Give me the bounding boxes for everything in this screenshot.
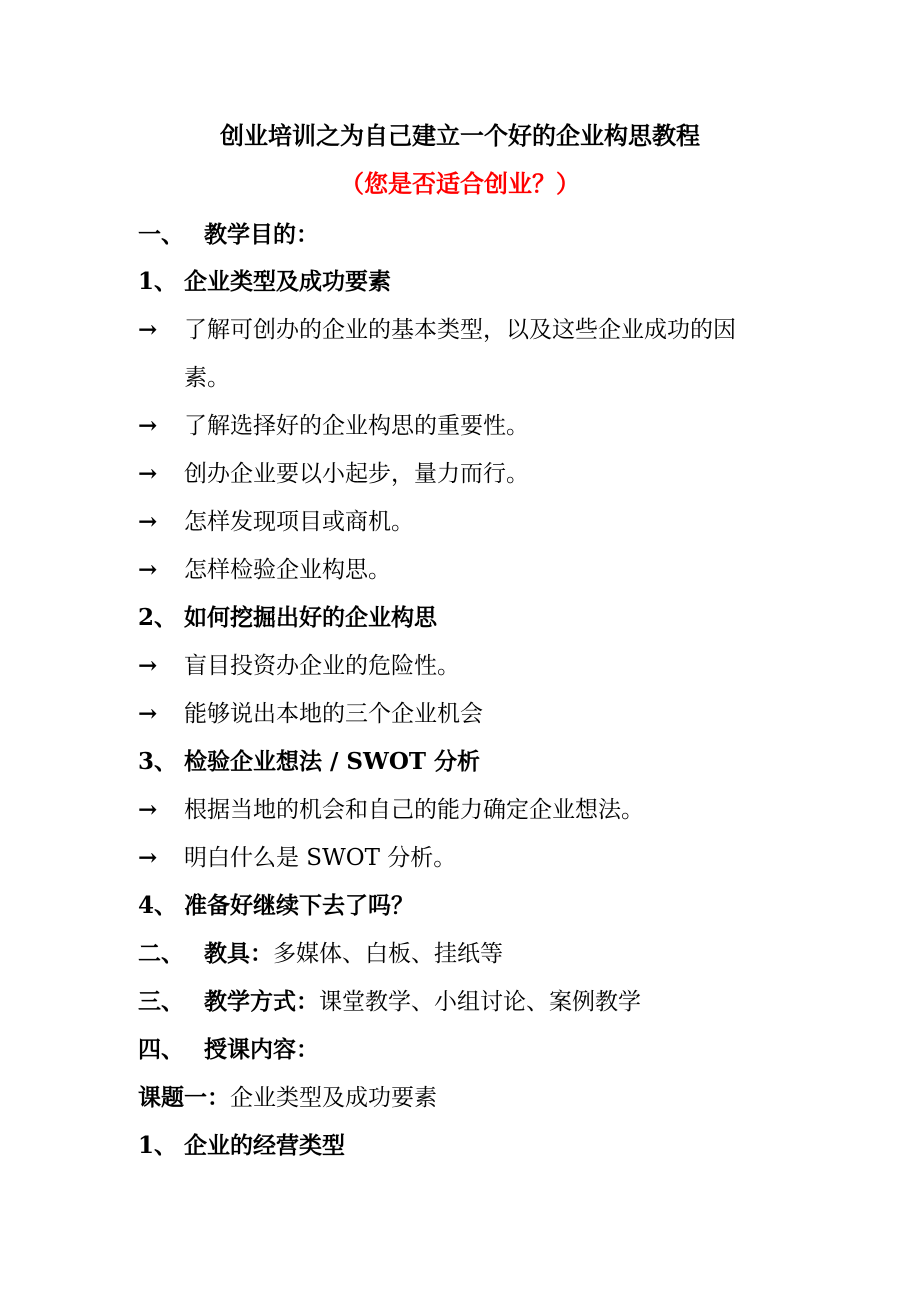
item-text: 企业的经营类型 xyxy=(184,1132,345,1159)
bullet-text: 怎样发现项目或商机。 xyxy=(184,509,414,535)
numbered-item-5 xyxy=(138,1129,345,1163)
bullet-item xyxy=(138,793,644,827)
bullet-item xyxy=(138,697,483,731)
bullet-item-continuation: 素。 xyxy=(184,365,230,391)
section-number: 一、 xyxy=(138,221,184,248)
section-heading-1 xyxy=(138,218,319,252)
bullet-text: 盲目投资办企业的危险性。 xyxy=(184,653,460,679)
bullet-item xyxy=(138,457,529,491)
arrow-right-icon: → xyxy=(138,412,158,439)
numbered-item-1 xyxy=(138,265,391,299)
arrow-right-icon: → xyxy=(138,460,158,487)
section-label: 教学方式： xyxy=(204,988,319,1015)
section-heading-4 xyxy=(138,1033,319,1067)
arrow-right-icon: → xyxy=(138,844,158,871)
section-label: 授课内容： xyxy=(204,1036,319,1063)
arrow-right-icon: → xyxy=(138,652,158,679)
bullet-text: 根据当地的机会和自己的能力确定企业想法。 xyxy=(184,797,644,823)
section-label: 教学目的： xyxy=(204,221,319,248)
section-number: 二、 xyxy=(138,940,184,967)
item-text: 企业类型及成功要素 xyxy=(184,268,391,295)
bullet-text: 能够说出本地的三个企业机会 xyxy=(184,701,483,727)
bullet-text: 了解可创办的企业的基本类型，以及这些企业成功的因 xyxy=(184,317,736,343)
bullet-text: 明白什么是 SWOT 分析。 xyxy=(184,845,457,871)
section-text: 课堂教学、小组讨论、案例教学 xyxy=(319,989,641,1015)
document-subtitle: （您是否适合创业？） xyxy=(340,169,580,198)
section-label: 教具： xyxy=(204,940,273,967)
section-text: 多媒体、白板、挂纸等 xyxy=(273,941,503,967)
bullet-text: 了解选择好的企业构思的重要性。 xyxy=(184,413,529,439)
topic-heading xyxy=(138,1081,437,1115)
item-number: 3、 xyxy=(138,748,178,775)
numbered-item-2 xyxy=(138,601,437,635)
item-number: 4、 xyxy=(138,892,178,919)
section-heading-3 xyxy=(138,985,641,1019)
bullet-item xyxy=(138,505,414,539)
arrow-right-icon: → xyxy=(138,556,158,583)
arrow-right-icon: → xyxy=(138,796,158,823)
bullet-item xyxy=(138,649,460,683)
bullet-item xyxy=(138,409,529,443)
numbered-item-4 xyxy=(138,889,414,923)
topic-text: 企业类型及成功要素 xyxy=(230,1085,437,1111)
bullet-item xyxy=(138,313,736,347)
item-number: 1、 xyxy=(138,268,178,295)
item-text: 检验企业想法 / SWOT 分析 xyxy=(184,748,481,775)
item-number: 2、 xyxy=(138,604,178,631)
topic-label: 课题一： xyxy=(138,1084,230,1111)
arrow-right-icon: → xyxy=(138,508,158,535)
arrow-right-icon: → xyxy=(138,316,158,343)
section-number: 四、 xyxy=(138,1036,184,1063)
bullet-text: 怎样检验企业构思。 xyxy=(184,557,391,583)
section-number: 三、 xyxy=(138,988,184,1015)
item-text: 准备好继续下去了吗？ xyxy=(184,892,414,919)
bullet-item xyxy=(138,841,456,875)
item-text: 如何挖掘出好的企业构思 xyxy=(184,604,437,631)
bullet-text: 创办企业要以小起步，量力而行。 xyxy=(184,461,529,487)
section-heading-2 xyxy=(138,937,503,971)
numbered-item-3 xyxy=(138,745,480,779)
document-title: 创业培训之为自己建立一个好的企业构思教程 xyxy=(220,121,700,150)
arrow-right-icon: → xyxy=(138,700,158,727)
bullet-item xyxy=(138,553,391,587)
item-number: 1、 xyxy=(138,1132,178,1159)
